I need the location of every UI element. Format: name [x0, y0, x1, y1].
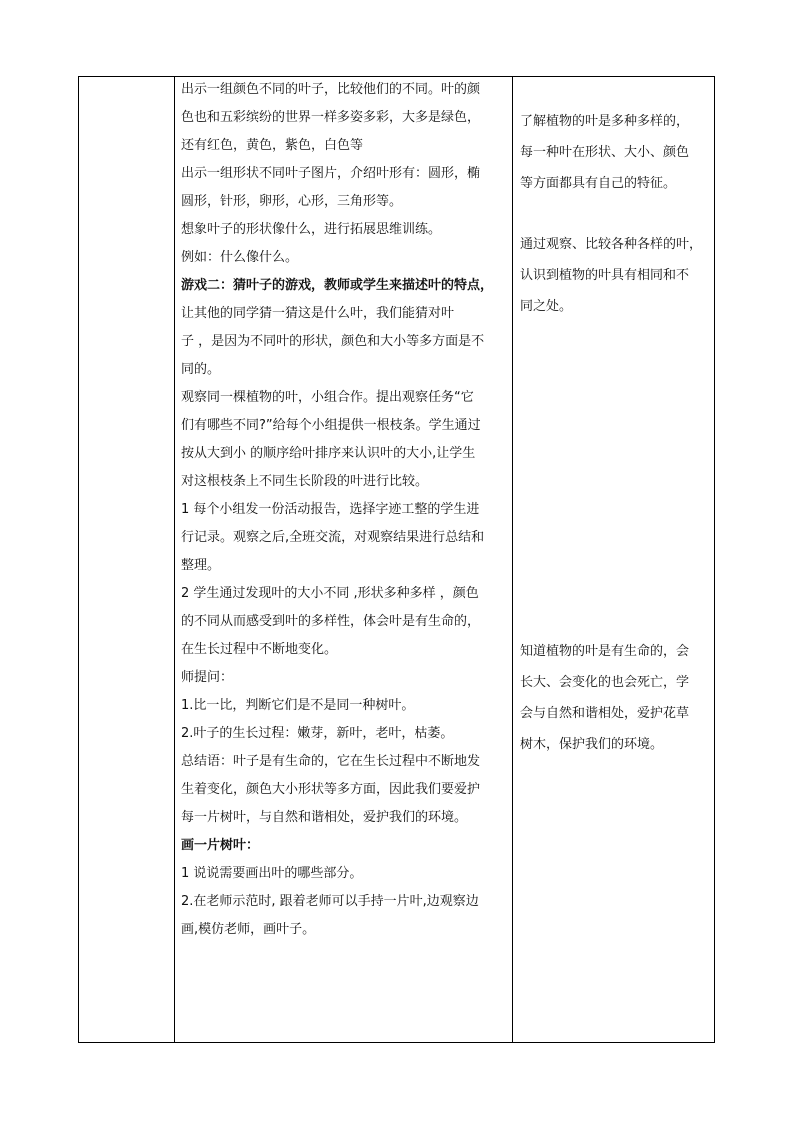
process-line: 同的。	[181, 362, 221, 377]
process-line: 按从大到小 的顺序给叶排序来认识叶的大小,让学生	[181, 446, 476, 461]
process-line: 的不同从而感受到叶的多样性，体会叶是有生命的，	[181, 614, 481, 629]
process-line: 1 说说需要画出叶的哪些部分。	[181, 866, 363, 881]
process-line: 整理。	[181, 558, 221, 573]
process-line: 行记录。观察之后,全班交流，对观察结果进行总结和	[181, 530, 485, 545]
process-line: 1 每个小组发一份活动报告，选择字迹工整的学生进	[181, 502, 480, 517]
process-line: 色也和五彩缤纷的世界一样多姿多彩，大多是绿色，	[181, 110, 481, 125]
intent-line: 通过观察、比较各种各样的叶，	[520, 237, 703, 252]
intent-line: 长大、会变化的也会死亡，学	[520, 675, 690, 690]
empty-column	[79, 77, 175, 1042]
process-line: 让其他的同学猜一猜这是什么叶，我们能猜对叶	[181, 306, 455, 321]
intent-block-2	[520, 236, 710, 329]
process-line: 圆形，针形，卵形，心形，三角形等。	[181, 194, 403, 209]
intent-line: 知道植物的叶是有生命的，会	[520, 644, 690, 659]
process-line: 出示一组形状不同叶子图片，介绍叶形有：圆形，椭	[181, 166, 481, 181]
process-line: 2.叶子的生长过程：嫩芽，新叶，老叶，枯萎。	[181, 726, 454, 741]
intent-line: 了解植物的叶是多种多样的，	[520, 114, 690, 129]
process-line: 2.在老师示范时, 跟着老师可以手持一片叶,边观察边	[181, 894, 479, 909]
intent-line: 树木，保护我们的环境。	[520, 737, 664, 752]
process-line: 画,模仿老师，画叶子。	[181, 922, 316, 937]
lesson-table	[78, 76, 715, 1043]
process-line: 游戏二：猜叶子的游戏，教师或学生来描述叶的特点，	[181, 278, 494, 293]
process-line: 2 学生通过发现叶的大小不同 ,形状多种多样 ，颜色	[181, 586, 479, 601]
intent-line: 认识到植物的叶具有相同和不	[520, 268, 690, 283]
teaching-process-column	[175, 77, 513, 1042]
intent-line: 每一种叶在形状、大小、颜色	[520, 145, 690, 160]
intent-block-1	[520, 113, 710, 206]
process-line: 子 ，是因为不同叶的形状，颜色和大小等多方面是不	[181, 334, 485, 349]
process-line: 们有哪些不同?”给每个小组提供一根枝条。学生通过	[181, 418, 481, 433]
process-line: 对这根枝条上不同生长阶段的叶进行比较。	[181, 474, 429, 489]
process-line: 1.比一比，判断它们是不是同一种树叶。	[181, 698, 415, 713]
process-line: 画一片树叶：	[181, 838, 260, 853]
process-line: 出示一组颜色不同的叶子，比较他们的不同。叶的颜	[181, 82, 481, 97]
design-intent-column	[513, 77, 714, 1042]
process-line: 例如：什么像什么。	[181, 250, 299, 265]
process-line: 每一片树叶，与自然和谐相处，爱护我们的环境。	[181, 810, 468, 825]
process-line: 想象叶子的形状像什么，进行拓展思维训练。	[181, 222, 442, 237]
process-line: 观察同一棵植物的叶，小组合作。提出观察任务“它	[181, 390, 474, 405]
process-line: 在生长过程中不断地变化。	[181, 642, 338, 657]
intent-line: 等方面都具有自己的特征。	[520, 176, 677, 191]
process-line: 总结语：叶子是有生命的，它在生长过程中不断地发	[181, 754, 481, 769]
process-line: 生着变化，颜色大小形状等多方面，因此我们要爱护	[181, 782, 481, 797]
process-line: 师提问：	[181, 670, 234, 685]
intent-line: 会与自然和谐相处，爱护花草	[520, 706, 690, 721]
intent-block-3	[520, 643, 710, 767]
intent-line: 同之处。	[520, 299, 573, 314]
process-line: 还有红色，黄色，紫色，白色等	[181, 138, 364, 153]
